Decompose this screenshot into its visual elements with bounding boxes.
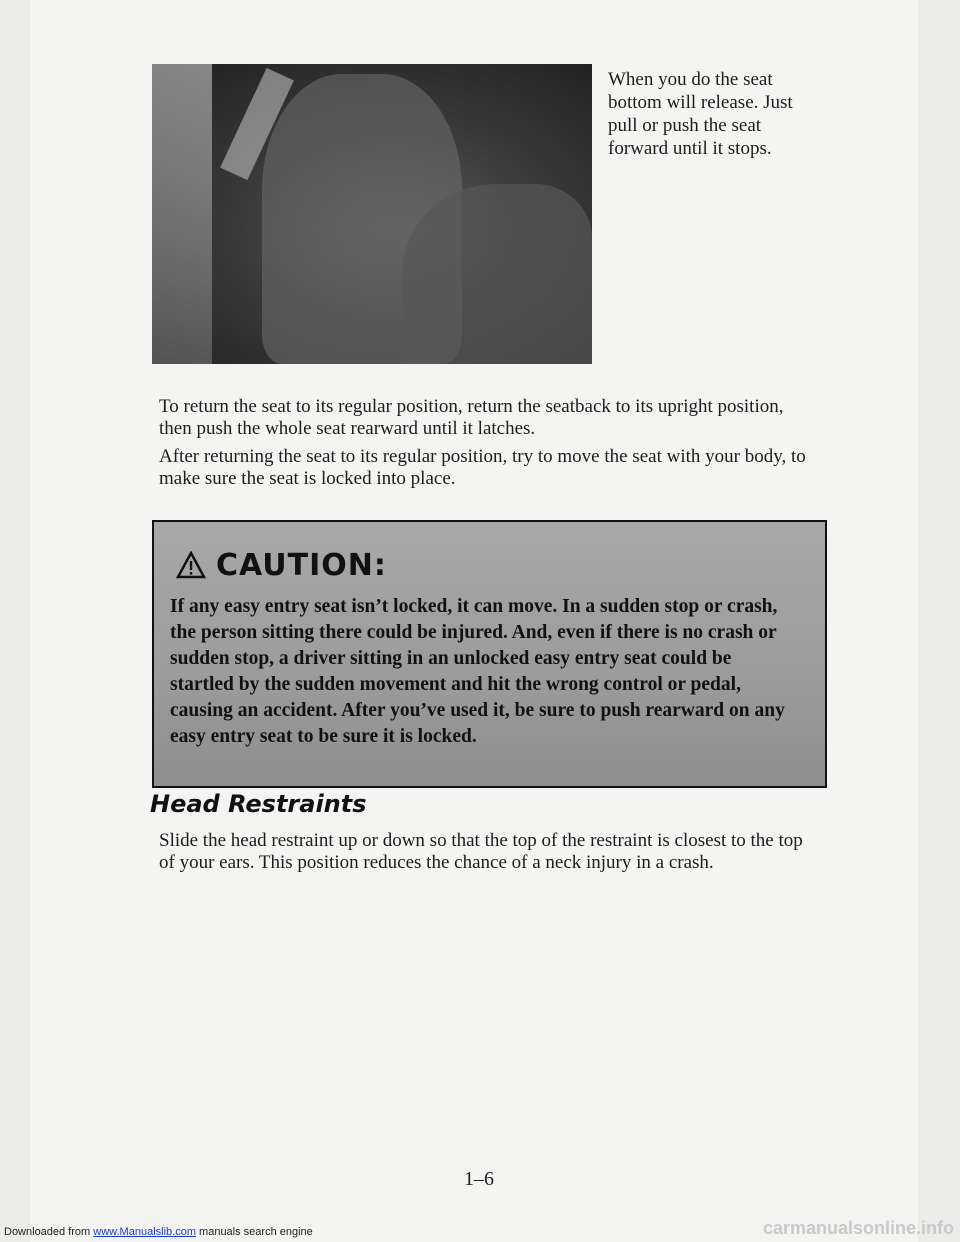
after-returning-paragraph: After returning the seat to its regular position, try to move the seat with your body, to make sure the seat is locked into place. <box>159 446 806 489</box>
photo-door-frame <box>152 64 212 364</box>
caution-text: If any easy entry seat isn’t locked, it can move. In a sudden stop or crash, the person sitting there could be injured. And, even if there is no crash or sudden stop, a driver sitting in an unlocked easy entry seat could be startled by the sudden movement and hit the wrong control or pedal, causing an accident. After you’ve used it, be sure to push rearward on any easy entry seat to be sure it is locked. <box>170 596 785 747</box>
caution-header <box>176 548 387 583</box>
warning-triangle-icon <box>176 551 206 579</box>
head-restraints-paragraph: Slide the head restraint up or down so that the top of the restraint is closest to the top of your ears. This position reduces the chance of a neck injury in a crash. <box>159 830 803 873</box>
caution-box <box>152 520 827 788</box>
photo-caption: When you do the seat bottom will release. Just pull or push the seat forward until it stops. <box>608 69 793 159</box>
footer-suffix: manuals search engine <box>195 1226 313 1238</box>
page-number: 1–6 <box>464 1168 494 1190</box>
download-footer <box>4 1226 313 1238</box>
return-seat-paragraph: To return the seat to its regular position, return the seatback to its upright position, then push the whole seat rearward until it latches. <box>159 396 784 439</box>
seat-photo <box>152 64 592 364</box>
photo-seat-cushion <box>402 184 592 364</box>
watermark-logo: carmanualsonline.info <box>762 1218 954 1238</box>
caution-title: CAUTION: <box>216 548 387 583</box>
footer-prefix: Downloaded from <box>4 1226 94 1238</box>
section-heading: Head Restraints <box>150 790 367 818</box>
manualslib-link[interactable]: www.Manualslib.com <box>93 1226 196 1238</box>
